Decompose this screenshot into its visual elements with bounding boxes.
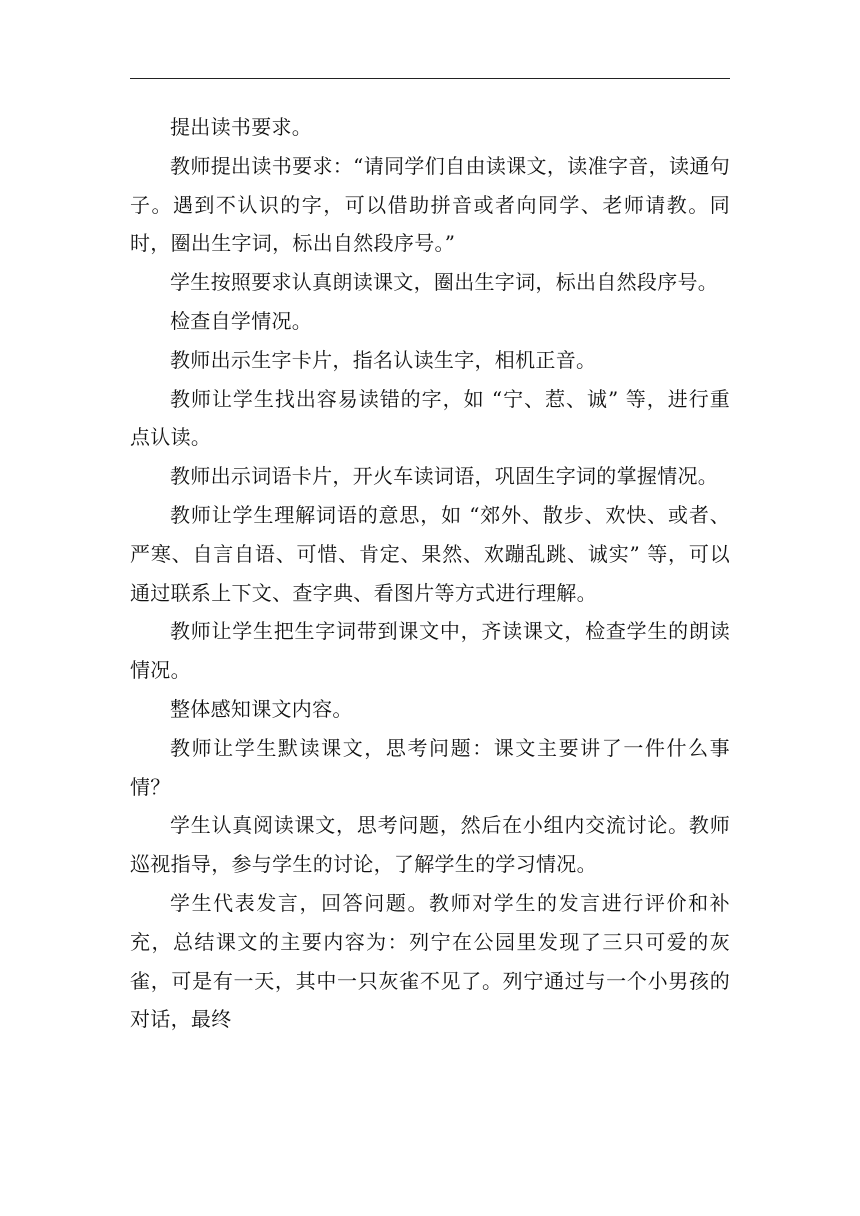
paragraph: 教师让学生找出容易读错的字，如 “宁、惹、诚” 等，进行重点认读。 xyxy=(130,386,730,450)
paragraph: 教师让学生理解词语的意思，如 “郊外、散步、欢快、或者、严寒、自言自语、可惜、肯定、果然、欢蹦乱跳、诚实” 等，可以通过联系上下文、查字典、看图片等方式进行理解。 xyxy=(130,502,730,605)
paragraph: 整体感知课文内容。 xyxy=(170,696,353,721)
paragraph: 学生代表发言，回答问题。教师对学生的发言进行评价和补充，总结课文的主要内容为：列宁在公园里发现了三只可爱的灰雀，可是有一天，其中一只灰雀不见了。列宁通过与一个小男孩的对话，最终 xyxy=(130,890,730,1032)
header-rule xyxy=(130,78,730,79)
document-body xyxy=(130,108,730,1039)
paragraph: 教师让学生把生字词带到课文中，齐读课文，检查学生的朗读情况。 xyxy=(130,619,730,683)
paragraph: 学生按照要求认真朗读课文，圈出生字词，标出自然段序号。 xyxy=(170,270,719,295)
paragraph: 提出读书要求。 xyxy=(170,115,313,139)
paragraph: 教师出示生字卡片，指名认读生字，相机正音。 xyxy=(170,347,597,372)
paragraph: 教师出示词语卡片，开火车读词语，巩固生字词的掌握情况。 xyxy=(170,464,719,489)
paragraph: 教师让学生默读课文，思考问题：课文主要讲了一件什么事情？ xyxy=(130,735,730,799)
paragraph: 检查自学情况。 xyxy=(170,308,313,333)
paragraph: 学生认真阅读课文，思考问题，然后在小组内交流讨论。教师巡视指导，参与学生的讨论，了解学生的学习情况。 xyxy=(130,813,730,877)
paragraph: 教师提出读书要求：“请同学们自由读课文，读准字音，读通句子。遇到不认识的字，可以借助拼音或者向同学、老师请教。同时，圈出生字词，标出自然段序号。” xyxy=(130,153,730,256)
